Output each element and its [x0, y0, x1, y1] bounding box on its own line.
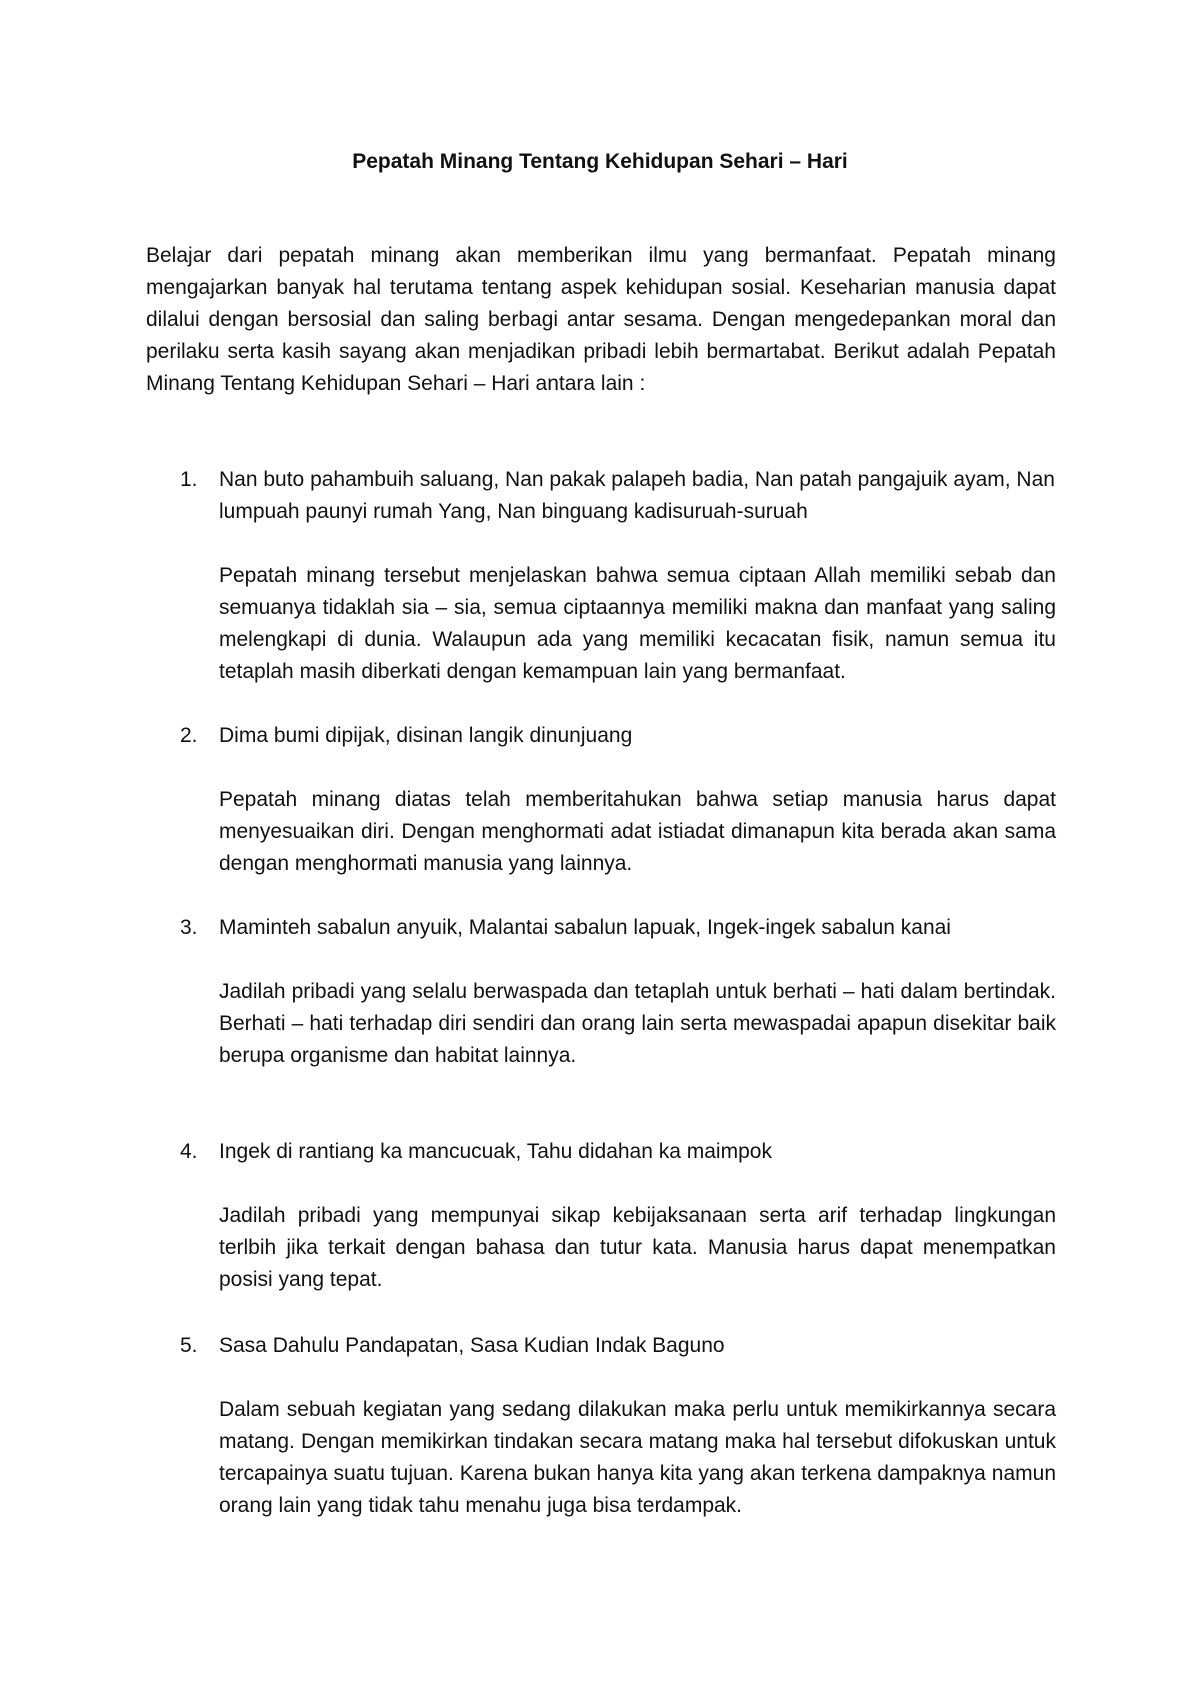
list-item-number: 4.: [180, 1140, 198, 1163]
intro-paragraph: Belajar dari pepatah minang akan memberikan ilmu yang bermanfaat. Pepatah minang mengajarkan banyak hal terutama tentang aspek kehidupan sosial. Keseharian manusia dapat dilalui dengan bersosial dan saling berbagi antar sesama. Dengan mengedepankan moral dan perilaku serta kasih sayang akan menjadikan pribadi lebih bermartabat. Berikut adalah Pepatah Minang Tentang Kehidupan Sehari – Hari antara lain :: [146, 244, 1056, 395]
list-item-number: 5.: [180, 1334, 198, 1357]
proverb-description: Jadilah pribadi yang selalu berwaspada dan tetaplah untuk berhati – hati dalam bertindak. Berhati – hati terhadap diri sendiri dan orang lain serta mewaspadai apapun disekitar baik berupa organisme dan habitat lainnya.: [219, 980, 1056, 1067]
proverb-description: Pepatah minang diatas telah memberitahukan bahwa setiap manusia harus dapat menyesuaikan diri. Dengan menghormati adat istiadat dimanapun kita berada akan sama dengan menghormati manusia yang lainnya.: [219, 788, 1056, 875]
proverb-heading: Ingek di rantiang ka mancucuak, Tahu didahan ka maimpok: [219, 1140, 772, 1163]
list-item-number: 3.: [180, 916, 198, 939]
proverb-description: Pepatah minang tersebut menjelaskan bahwa semua ciptaan Allah memiliki sebab dan semuanya tidaklah sia – sia, semua ciptaannya memiliki makna dan manfaat yang saling melengkapi di dunia. Walaupun ada yang memiliki kecacatan fisik, namun semua itu tetaplah masih diberkati dengan kemampuan lain yang bermanfaat.: [219, 564, 1056, 683]
proverb-description: Dalam sebuah kegiatan yang sedang dilakukan maka perlu untuk memikirkannya secara matang. Dengan memikirkan tindakan secara matang maka hal tersebut difokuskan untuk tercapainya suatu tujuan. Karena bukan hanya kita yang akan terkena dampaknya namun orang lain yang tidak tahu menahu juga bisa terdampak.: [219, 1398, 1056, 1517]
list-item-number: 2.: [180, 724, 198, 747]
proverb-description: Jadilah pribadi yang mempunyai sikap kebijaksanaan serta arif terhadap lingkungan terlbih jika terkait dengan bahasa dan tutur kata. Manusia harus dapat menempatkan posisi yang tepat.: [219, 1204, 1056, 1291]
list-item-number: 1.: [180, 468, 198, 491]
document-title: Pepatah Minang Tentang Kehidupan Sehari – Hari: [352, 150, 848, 173]
proverb-heading: Dima bumi dipijak, disinan langik dinunjuang: [219, 724, 633, 747]
proverb-heading: Nan buto pahambuih saluang, Nan pakak palapeh badia, Nan patah pangajuik ayam, Nan lumpuah paunyi rumah Yang, Nan binguang kadisuruah-suruah: [219, 468, 1055, 523]
proverb-heading: Maminteh sabalun anyuik, Malantai sabalun lapuak, Ingek-ingek sabalun kanai: [219, 916, 951, 939]
proverb-heading: Sasa Dahulu Pandapatan, Sasa Kudian Indak Baguno: [219, 1334, 725, 1357]
